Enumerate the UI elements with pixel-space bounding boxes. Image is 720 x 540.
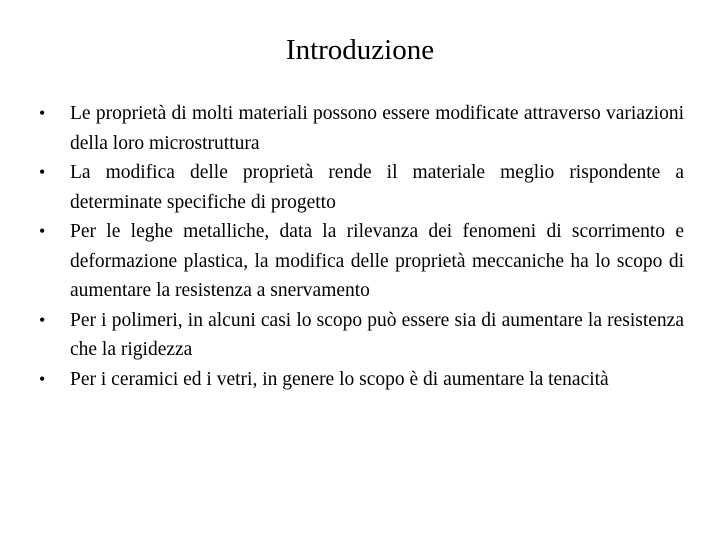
bullet-text: La modifica delle proprietà rende il materiale meglio rispondente a determinate specifiche di progetto xyxy=(70,162,684,213)
bullet-text: Le proprietà di molti materiali possono essere modificate attraverso variazioni della loro microstruttura xyxy=(70,103,684,154)
bullet-icon: • xyxy=(39,162,46,182)
bullet-item xyxy=(36,99,684,158)
bullet-text: Per i ceramici ed i vetri, in genere lo scopo è di aumentare la tenacità xyxy=(70,368,609,390)
slide-title: Introduzione xyxy=(285,34,435,66)
bullet-item xyxy=(36,306,684,365)
bullet-item xyxy=(36,158,684,217)
bullet-icon: • xyxy=(39,368,46,389)
bullet-text: Per i polimeri, in alcuni casi lo scopo può essere sia di aumentare la resistenza che la rigidezza xyxy=(70,309,684,360)
bullet-text: Per le leghe metalliche, data la rilevanza dei fenomeni di scorrimento e deformazione plastica, la modifica delle proprietà meccaniche ha lo scopo di aumentare la resistenza a snervamento xyxy=(70,221,684,301)
bullet-icon: • xyxy=(39,221,46,241)
bullet-icon: • xyxy=(39,103,46,123)
bullet-icon: • xyxy=(39,309,46,330)
bullet-item xyxy=(36,217,684,306)
bullet-list xyxy=(36,99,684,394)
bullet-item xyxy=(36,365,684,395)
